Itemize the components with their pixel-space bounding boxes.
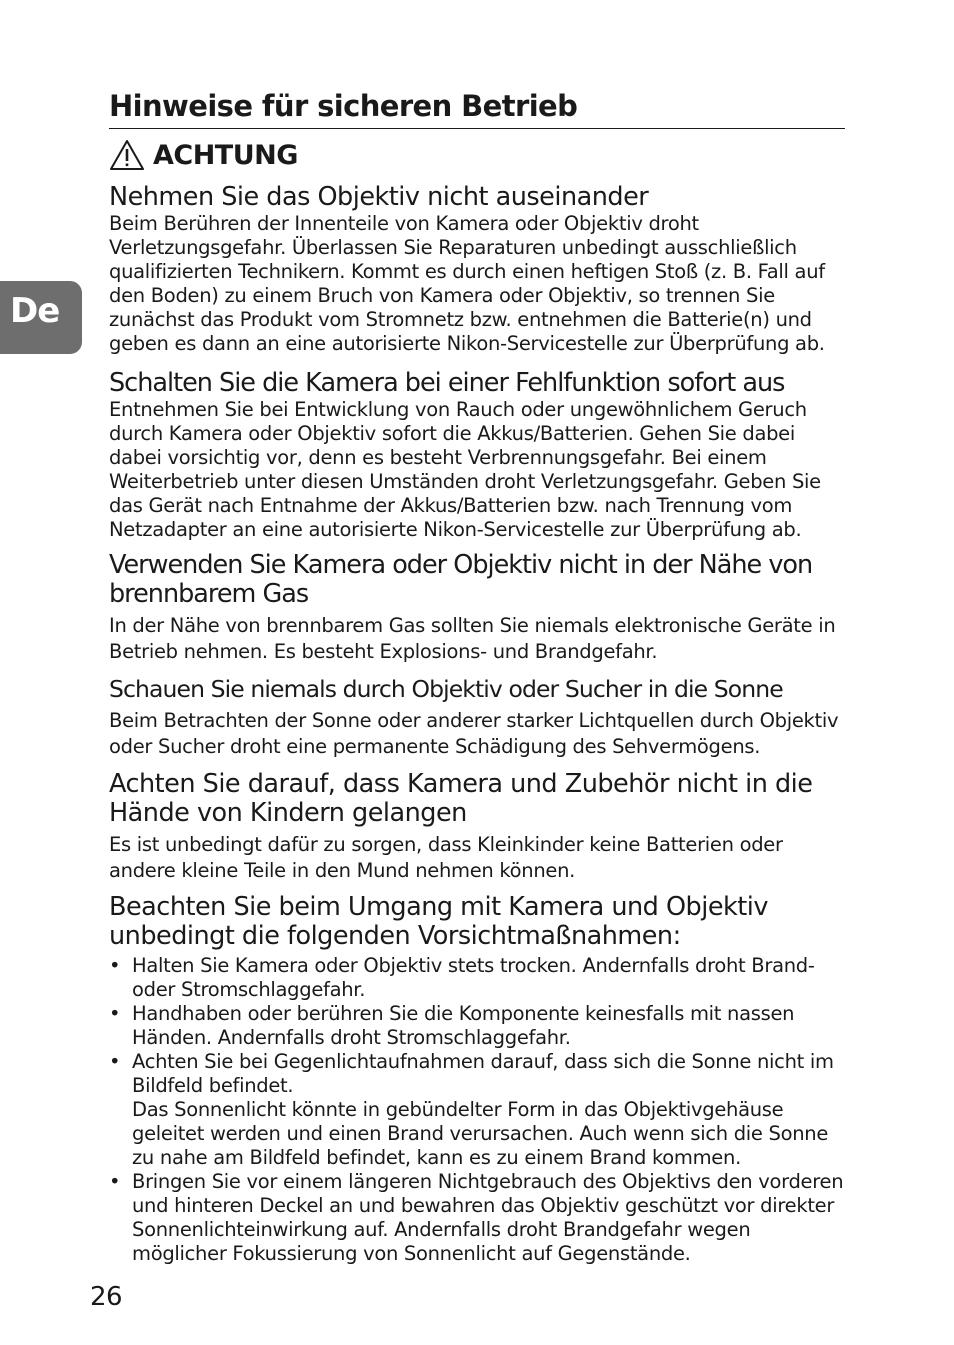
section-precautions — [109, 893, 845, 1266]
language-tab — [0, 281, 82, 354]
list-item — [109, 1002, 845, 1050]
section-malfunction — [109, 369, 845, 542]
section-title: Verwenden Sie Kamera oder Objektiv nicht in der Nähe von brennbarem Gas — [109, 550, 813, 609]
section-title: Achten Sie darauf, dass Kamera und Zubehör nicht in die Hände von Kindern gelangen — [109, 769, 813, 828]
page-number: 26 — [90, 1282, 123, 1312]
section-flammable-gas — [109, 551, 845, 665]
page-title: Hinweise für sicheren Betrieb — [109, 86, 845, 129]
list-item — [109, 1050, 845, 1170]
list-item-text: Achten Sie bei Gegenlichtaufnahmen darauf, dass sich die Sonne nicht im Bildfeld befindet. — [132, 1050, 834, 1097]
section-body: Entnehmen Sie bei Entwicklung von Rauch oder ungewöhnlichem Geruch durch Kamera oder Objektiv sofort die Akkus/Batterien. Gehen Sie dabei dabei vorsichtig vor, denn es besteht Verbrennungsgefahr. Bei einem Weiterbetrieb unter diesen Umständen droht Verletzungsgefahr. Geben Sie das Gerät nach Entnahme der Akkus/Batterien bzw. nach Trennung vom Netzadapter an eine autorisierte Nikon-Servicestelle zur Überprüfung ab. — [109, 398, 821, 541]
warning-triangle-icon — [109, 139, 145, 171]
section-sun — [109, 675, 845, 760]
list-item — [109, 954, 845, 1002]
section-title: Schalten Sie die Kamera bei einer Fehlfunktion sofort aus — [109, 368, 785, 398]
page-content — [109, 86, 845, 1266]
caution-header — [109, 139, 845, 171]
list-item-extra: Das Sonnenlicht könnte in gebündelter Form in das Objektivgehäuse geleitet werden und einen Brand verursachen. Auch wenn sich die Sonne zu nahe am Bildfeld befindet, kann es zu einem Brand kommen. — [132, 1098, 829, 1169]
language-tab-label: De — [10, 291, 60, 331]
section-title: Beachten Sie beim Umgang mit Kamera und Objektiv unbedingt die folgenden Vorsichtmaßnahmen: — [109, 892, 768, 951]
section-disassembly — [109, 183, 845, 356]
section-body: Beim Betrachten der Sonne oder anderer starker Lichtquellen durch Objektiv oder Sucher droht eine permanente Schädigung des Sehvermögens. — [109, 709, 839, 758]
section-title: Schauen Sie niemals durch Objektiv oder Sucher in die Sonne — [109, 675, 783, 703]
section-body: Beim Berühren der Innenteile von Kamera oder Objektiv droht Verletzungsgefahr. Überlassen Sie Reparaturen unbedingt ausschließlich qualifizierten Technikern. Kommt es durch einen heftigen Stoß (z. B. Fall auf den Boden) zu einem Bruch von Kamera oder Objektiv, so trennen Sie zunächst das Produkt vom Stromnetz bzw. entnehmen die Batterie(n) und geben es dann an eine autorisierte Nikon-Servicestelle zur Überprüfung ab. — [109, 212, 825, 355]
precautions-list — [109, 954, 845, 1266]
section-children — [109, 770, 845, 884]
section-title: Nehmen Sie das Objektiv nicht auseinander — [109, 182, 649, 212]
section-body: In der Nähe von brennbarem Gas sollten Sie niemals elektronische Geräte in Betrieb nehmen. Es besteht Explosions- und Brandgefahr. — [109, 614, 836, 663]
list-item-text: Halten Sie Kamera oder Objektiv stets trocken. Andernfalls droht Brand- oder Stromschlaggefahr. — [132, 954, 815, 1001]
list-item-text: Bringen Sie vor einem längeren Nichtgebrauch des Objektivs den vorderen und hinteren Deckel an und bewahren das Objektiv geschützt vor direkter Sonnenlichteinwirkung auf. Andernfalls droht Brandgefahr wegen möglicher Fokussierung von Sonnenlicht auf Gegenstände. — [132, 1170, 844, 1265]
caution-label: ACHTUNG — [153, 139, 298, 171]
list-item-text: Handhaben oder berühren Sie die Komponente keinesfalls mit nassen Händen. Andernfalls droht Stromschlaggefahr. — [132, 1002, 795, 1049]
list-item — [109, 1170, 845, 1266]
section-body: Es ist unbedingt dafür zu sorgen, dass Kleinkinder keine Batterien oder andere kleine Teile in den Mund nehmen können. — [109, 833, 783, 882]
